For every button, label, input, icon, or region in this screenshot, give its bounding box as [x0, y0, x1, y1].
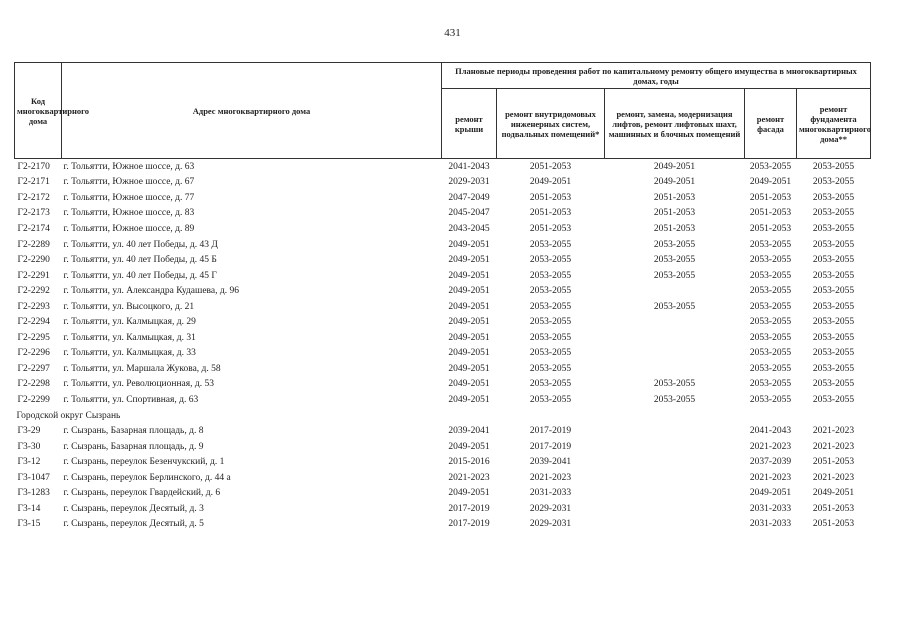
row-engineering: 2051-2053: [529, 161, 572, 172]
row-facade: 2053-2055: [749, 161, 792, 172]
row-facade: 2053-2055: [749, 301, 792, 312]
row-code: Г2-2170: [17, 161, 50, 172]
row-roof: 2017-2019: [448, 503, 490, 514]
table-row: [15, 485, 871, 501]
table-row: [15, 221, 871, 237]
row-address: г. Тольятти, ул. Калмыцкая, д. 29: [63, 317, 196, 328]
row-facade: 2053-2055: [749, 379, 792, 390]
row-engineering: 2053-2055: [529, 379, 572, 390]
table-row: [15, 252, 871, 268]
table-row: [15, 206, 871, 222]
row-code: Г2-2297: [17, 363, 50, 374]
row-code: Г2-2289: [17, 239, 50, 250]
row-facade: 2041-2043: [749, 426, 792, 437]
row-code: Г2-2292: [17, 286, 50, 297]
row-roof: 2049-2051: [448, 394, 490, 405]
row-elevator: 2049-2051: [653, 161, 696, 172]
row-engineering: 2051-2053: [529, 208, 572, 219]
row-engineering: 2021-2023: [529, 472, 572, 483]
row-engineering: 2053-2055: [529, 286, 572, 297]
row-elevator: [605, 314, 745, 330]
row-facade: 2049-2051: [749, 177, 792, 188]
row-code: Г3-1047: [17, 472, 50, 483]
row-address: г. Тольятти, ул. 40 лет Победы, д. 45 Г: [63, 270, 217, 281]
row-code: Г3-29: [17, 426, 41, 437]
row-elevator: [605, 470, 745, 486]
row-roof: 2041-2043: [448, 161, 490, 172]
table-row: [15, 346, 871, 362]
row-roof: 2015-2016: [448, 457, 490, 468]
row-foundation: 2053-2055: [812, 348, 855, 359]
row-address: г. Сызрань, Базарная площадь, д. 8: [63, 426, 204, 437]
row-facade: 2021-2023: [749, 441, 792, 452]
table-row: [15, 392, 871, 408]
row-roof: 2043-2045: [448, 223, 490, 234]
row-address: г. Тольятти, ул. Калмыцкая, д. 33: [63, 348, 196, 359]
row-facade: 2053-2055: [749, 348, 792, 359]
header-planned-periods: Плановые периоды проведения работ по капитальному ремонту общего имущества в многоквартирных домах, годы: [442, 63, 871, 89]
row-foundation: 2049-2051: [812, 488, 855, 499]
row-elevator: [605, 517, 745, 533]
row-elevator: 2053-2055: [653, 394, 696, 405]
row-engineering: 2053-2055: [529, 332, 572, 343]
row-elevator: 2053-2055: [653, 255, 696, 266]
row-facade: 2053-2055: [749, 332, 792, 343]
table-row: [15, 454, 871, 470]
row-engineering: 2051-2053: [529, 192, 572, 203]
row-address: г. Тольятти, ул. 40 лет Победы, д. 45 Б: [63, 255, 217, 266]
row-engineering: 2053-2055: [529, 348, 572, 359]
row-foundation: 2053-2055: [812, 379, 855, 390]
row-elevator: [605, 439, 745, 455]
row-elevator: [605, 454, 745, 470]
table-row: [15, 439, 871, 455]
row-address: г. Тольятти, Южное шоссе, д. 77: [63, 192, 195, 203]
row-foundation: 2053-2055: [812, 394, 855, 405]
row-engineering: 2053-2055: [529, 394, 572, 405]
row-address: г. Сызрань, Базарная площадь, д. 9: [63, 441, 204, 452]
row-engineering: 2031-2033: [529, 488, 572, 499]
row-foundation: 2021-2023: [812, 472, 855, 483]
row-elevator: [605, 283, 745, 299]
row-roof: 2045-2047: [448, 208, 490, 219]
row-engineering: 2029-2031: [529, 503, 572, 514]
row-address: г. Сызрань, переулок Безенчукский, д. 1: [63, 457, 225, 468]
row-address: г. Тольятти, ул. 40 лет Победы, д. 43 Д: [63, 239, 218, 250]
row-address: г. Тольятти, ул. Спортивная, д. 63: [63, 394, 199, 405]
row-facade: 2051-2053: [749, 208, 792, 219]
row-code: Г2-2299: [17, 394, 50, 405]
row-code: Г2-2298: [17, 379, 50, 390]
row-facade: 2031-2033: [749, 519, 792, 530]
row-code: Г2-2172: [17, 192, 50, 203]
row-facade: 2053-2055: [749, 363, 792, 374]
row-engineering: 2053-2055: [529, 317, 572, 328]
row-roof: 2049-2051: [448, 488, 490, 499]
row-elevator: 2053-2055: [653, 379, 696, 390]
row-address: г. Сызрань, переулок Берлинского, д. 44 а: [63, 472, 231, 483]
row-roof: 2021-2023: [448, 472, 490, 483]
row-facade: 2049-2051: [749, 488, 792, 499]
row-code: Г2-2296: [17, 348, 50, 359]
row-facade: 2021-2023: [749, 472, 792, 483]
row-foundation: 2053-2055: [812, 239, 855, 250]
row-roof: 2049-2051: [448, 317, 490, 328]
row-roof: 2039-2041: [448, 426, 490, 437]
row-foundation: 2053-2055: [812, 270, 855, 281]
row-engineering: 2017-2019: [529, 441, 572, 452]
table-row: [15, 377, 871, 393]
row-engineering: 2017-2019: [529, 426, 572, 437]
row-roof: 2029-2031: [448, 177, 490, 188]
table-row: [15, 268, 871, 284]
header-facade: ремонт фасада: [745, 89, 797, 159]
row-roof: 2049-2051: [448, 255, 490, 266]
row-engineering: 2049-2051: [529, 177, 572, 188]
table-row: [15, 299, 871, 315]
row-facade: 2051-2053: [749, 223, 792, 234]
row-code: Г3-15: [17, 519, 41, 530]
row-foundation: 2021-2023: [812, 426, 855, 437]
table-row: [15, 237, 871, 253]
row-roof: 2049-2051: [448, 286, 490, 297]
header-address: Адрес многоквартирного дома: [62, 63, 442, 159]
header-roof: ремонт крыши: [442, 89, 497, 159]
row-code: Г2-2174: [17, 223, 50, 234]
row-address: г. Тольятти, Южное шоссе, д. 67: [63, 177, 195, 188]
row-elevator: [605, 361, 745, 377]
row-facade: 2051-2053: [749, 192, 792, 203]
row-facade: 2053-2055: [749, 239, 792, 250]
row-address: г. Тольятти, Южное шоссе, д. 89: [63, 223, 195, 234]
row-engineering: 2039-2041: [529, 457, 572, 468]
row-facade: 2053-2055: [749, 286, 792, 297]
row-address: г. Тольятти, ул. Маршала Жукова, д. 58: [63, 363, 221, 374]
row-foundation: 2053-2055: [812, 208, 855, 219]
row-elevator: [605, 501, 745, 517]
row-roof: 2049-2051: [448, 348, 490, 359]
table-row: [15, 501, 871, 517]
row-elevator: [605, 485, 745, 501]
row-foundation: 2053-2055: [812, 192, 855, 203]
district-name: Городской округ Сызрань: [16, 410, 121, 421]
table-row: [15, 159, 871, 175]
row-elevator: 2051-2053: [653, 208, 696, 219]
row-roof: 2049-2051: [448, 301, 490, 312]
row-foundation: 2053-2055: [812, 177, 855, 188]
row-address: г. Тольятти, Южное шоссе, д. 83: [63, 208, 195, 219]
row-address: г. Сызрань, переулок Десятый, д. 5: [63, 519, 204, 530]
table-row: [15, 175, 871, 191]
row-address: г. Тольятти, ул. Александра Кудашева, д. 96: [63, 286, 239, 297]
row-foundation: 2053-2055: [812, 161, 855, 172]
row-code: Г2-2290: [17, 255, 50, 266]
row-code: Г2-2291: [17, 270, 50, 281]
row-engineering: 2053-2055: [529, 255, 572, 266]
table-row: [15, 423, 871, 439]
row-foundation: 2021-2023: [812, 441, 855, 452]
row-elevator: [605, 330, 745, 346]
row-foundation: 2051-2053: [812, 519, 855, 530]
row-facade: 2037-2039: [749, 457, 792, 468]
row-facade: 2053-2055: [749, 270, 792, 281]
page-number: 431: [444, 27, 461, 39]
row-engineering: 2053-2055: [529, 270, 572, 281]
row-roof: 2017-2019: [448, 519, 490, 530]
row-elevator: 2051-2053: [653, 192, 696, 203]
row-elevator: 2049-2051: [653, 177, 696, 188]
row-engineering: 2053-2055: [529, 301, 572, 312]
row-code: Г2-2294: [17, 317, 50, 328]
row-foundation: 2053-2055: [812, 363, 855, 374]
row-elevator: [605, 346, 745, 362]
row-roof: 2049-2051: [448, 332, 490, 343]
table-row: [15, 330, 871, 346]
row-elevator: [605, 423, 745, 439]
row-code: Г2-2295: [17, 332, 50, 343]
table-row: [15, 283, 871, 299]
header-code: Код многоквартирного дома: [15, 63, 62, 159]
row-foundation: 2053-2055: [812, 223, 855, 234]
row-roof: 2049-2051: [448, 239, 490, 250]
row-facade: 2053-2055: [749, 317, 792, 328]
row-engineering: 2029-2031: [529, 519, 572, 530]
capital-repair-table: [14, 62, 871, 532]
row-foundation: 2053-2055: [812, 286, 855, 297]
row-roof: 2047-2049: [448, 192, 490, 203]
table-body: [15, 159, 871, 533]
row-elevator: 2053-2055: [653, 301, 696, 312]
row-code: Г3-12: [17, 457, 41, 468]
header-foundation: ремонт фундамента многоквартирного дома**: [797, 89, 871, 159]
row-address: г. Тольятти, ул. Калмыцкая, д. 31: [63, 332, 196, 343]
header-engineering: ремонт внутридомовых инженерных систем, подвальных помещений*: [497, 89, 605, 159]
row-foundation: 2051-2053: [812, 503, 855, 514]
row-foundation: 2053-2055: [812, 301, 855, 312]
row-address: г. Сызрань, переулок Гвардейский, д. 6: [63, 488, 221, 499]
row-facade: 2031-2033: [749, 503, 792, 514]
row-code: Г2-2293: [17, 301, 50, 312]
row-address: г. Сызрань, переулок Десятый, д. 3: [63, 503, 204, 514]
district-row: [15, 408, 871, 424]
row-address: г. Тольятти, Южное шоссе, д. 63: [63, 161, 195, 172]
row-foundation: 2053-2055: [812, 255, 855, 266]
row-elevator: 2053-2055: [653, 239, 696, 250]
row-code: Г2-2171: [17, 177, 50, 188]
row-foundation: 2053-2055: [812, 317, 855, 328]
row-address: г. Тольятти, ул. Революционная, д. 53: [63, 379, 214, 390]
row-roof: 2049-2051: [448, 363, 490, 374]
row-roof: 2049-2051: [448, 441, 490, 452]
row-elevator: 2053-2055: [653, 270, 696, 281]
table-row: [15, 517, 871, 533]
row-foundation: 2053-2055: [812, 332, 855, 343]
row-code: Г3-1283: [17, 488, 50, 499]
row-engineering: 2051-2053: [529, 223, 572, 234]
row-facade: 2053-2055: [749, 255, 792, 266]
row-roof: 2049-2051: [448, 270, 490, 281]
row-code: Г3-14: [17, 503, 41, 514]
table-row: [15, 361, 871, 377]
table-row: [15, 470, 871, 486]
row-facade: 2053-2055: [749, 394, 792, 405]
row-address: г. Тольятти, ул. Высоцкого, д. 21: [63, 301, 195, 312]
row-code: Г2-2173: [17, 208, 50, 219]
header-elevator: ремонт, замена, модернизация лифтов, ремонт лифтовых шахт, машинных и блочных помещений: [605, 89, 745, 159]
table-row: [15, 190, 871, 206]
row-foundation: 2051-2053: [812, 457, 855, 468]
row-engineering: 2053-2055: [529, 363, 572, 374]
row-code: Г3-30: [17, 441, 41, 452]
row-engineering: 2053-2055: [529, 239, 572, 250]
table-row: [15, 314, 871, 330]
row-roof: 2049-2051: [448, 379, 490, 390]
row-elevator: 2051-2053: [653, 223, 696, 234]
